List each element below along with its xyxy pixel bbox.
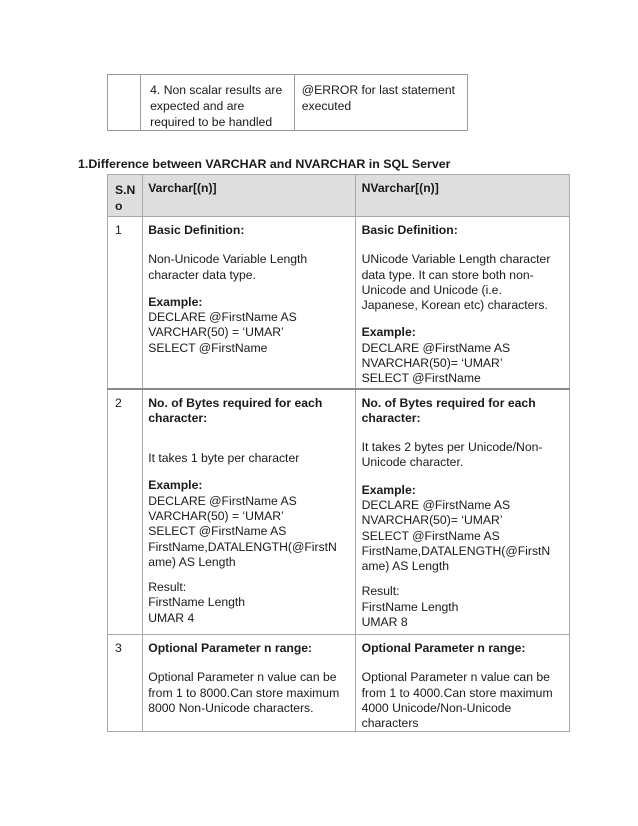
cell-text: 4. Non scalar results are expected and are required to be handled — [150, 83, 283, 129]
cell-description: It takes 1 byte per character — [148, 451, 300, 466]
header-nvarchar: NVarchar[(n)] — [355, 175, 569, 217]
previous-comparison-table — [107, 74, 468, 131]
table-cell — [108, 75, 141, 131]
table-row — [108, 75, 468, 131]
cell-description: Non-Unicode Variable Length character data type. — [148, 252, 308, 282]
cell-title: Basic Definition: — [361, 223, 458, 237]
nvarchar-cell — [355, 389, 569, 635]
result-text: Result: FirstName Length UMAR 8 — [361, 584, 459, 630]
example-code: DECLARE @FirstName AS NVARCHAR(50)= ‘UMAR’ SELECT @FirstName AS FirstName,DATALENGTH(@FirstN ame) AS Length — [361, 497, 551, 574]
example-label: Example: — [148, 294, 203, 309]
cell-title: No. of Bytes required for each character: — [361, 395, 536, 425]
cell-title: Basic Definition: — [148, 223, 245, 237]
row-number: 3 — [108, 635, 143, 732]
table-cell — [141, 75, 295, 131]
varchar-cell — [143, 217, 355, 389]
example-code: DECLARE @FirstName AS VARCHAR(50) = ‘UMAR’ SELECT @FirstName — [148, 310, 297, 355]
example-label: Example: — [148, 478, 203, 493]
section-heading: 1.Difference between VARCHAR and NVARCHAR in SQL Server — [78, 157, 451, 171]
table-row — [108, 217, 570, 389]
varchar-nvarchar-table — [107, 174, 570, 732]
cell-description: Optional Parameter n value can be from 1 to 4000.Can store maximum 4000 Unicode/Non-Unicode characters — [361, 670, 553, 731]
cell-description: Optional Parameter n value can be from 1 to 8000.Can store maximum 8000 Non-Unicode characters. — [148, 670, 340, 715]
row-number: 2 — [108, 389, 143, 635]
header-sno: S.N o — [108, 175, 143, 217]
cell-title: No. of Bytes required for each character: — [148, 395, 323, 425]
header-varchar: Varchar[(n)] — [143, 175, 355, 217]
table-row — [108, 389, 570, 635]
cell-title: Optional Parameter n range: — [361, 641, 526, 655]
result-text: Result: FirstName Length UMAR 4 — [148, 580, 246, 625]
nvarchar-cell — [355, 635, 569, 732]
example-code: DECLARE @FirstName AS VARCHAR(50) = ‘UMAR’ SELECT @FirstName AS FirstName,DATALENGTH(@FirstN ame) AS Length — [148, 493, 337, 569]
cell-title: Optional Parameter n range: — [148, 641, 313, 655]
cell-description: It takes 2 bytes per Unicode/Non- Unicode character. — [361, 440, 543, 470]
varchar-cell — [143, 389, 355, 635]
varchar-cell — [143, 635, 355, 732]
row-number: 1 — [108, 217, 143, 389]
example-label: Example: — [361, 325, 416, 340]
table-cell — [294, 75, 467, 131]
header-row — [108, 175, 570, 217]
example-label: Example: — [361, 482, 416, 497]
table-row — [108, 635, 570, 732]
nvarchar-cell — [355, 217, 569, 389]
cell-text: @ERROR for last statement executed — [301, 83, 455, 113]
example-code: DECLARE @FirstName AS NVARCHAR(50)= ‘UMAR’ SELECT @FirstName — [361, 340, 511, 386]
cell-description: UNicode Variable Length character data type. It can store both non- Unicode and Unicode (i.e. Japanese, Korean etc) characters. — [361, 252, 551, 313]
